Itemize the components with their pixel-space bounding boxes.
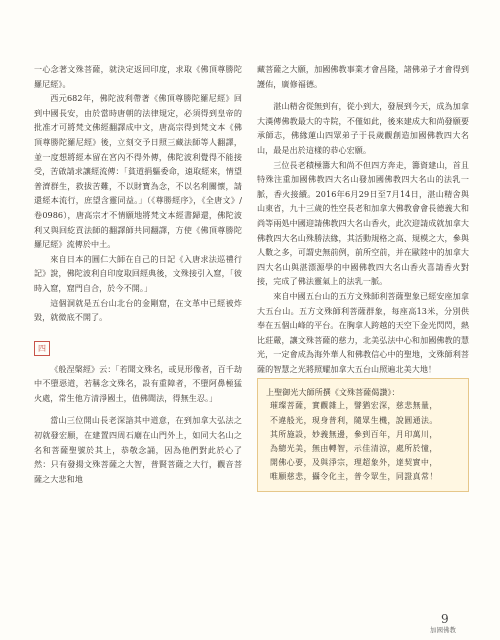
verse-line: 唯願慈悲，攝令化主，普令眾生，同證真常！ — [270, 472, 438, 482]
paragraph: 西元682年，佛陀波利帶著《佛頂尊勝陀羅尼經》回到中國長安，由於當時唐朝的法律規定，必須得到皇帝的批准才可將梵文佛經翻譯成中文，唐高宗得到梵文本《佛頂尊勝陀羅尼經》後，立刻交予日照三藏法師等人翻譯，並一度想將經本留在宮內不得外傳，佛陀波利覺得不能接受，苦啟請求讓經流傳：「貧道捐軀委命，遠取經來，情望普濟群生，救拔苦難，不以財寶為念，不以名利關懷，請還經本流行，庶望含靈同益。」（《尊勝經序》，《全唐文》/卷0986），唐高宗才不情願地將梵文本經書歸還，佛陀波利又與回紇貢法師的翻譯師共同翻譯，方使《佛頂尊勝陀羅尼經》流傳於中土。 — [34, 93, 242, 250]
section-number-badge: 四 — [34, 341, 50, 356]
verse-line: 為總光美，無由轉智，示佳清涼，處所於憧， — [270, 444, 438, 454]
verse-line: 開佛心要，及與淨宗，理超象外，達契實中， — [270, 458, 438, 468]
verse-box — [257, 378, 469, 491]
verse-line: 其所施設，妙義無邊，參到百年，月印萬川， — [270, 429, 438, 439]
verse-line: 不違般光，現身普利，隨眾生機，說圓通法。 — [270, 415, 438, 425]
paragraph: 三位長老積極籌大和尚不但四方奔走，籌資建山，首且特殊注重加國佛教四大名山發加國佛教四大名山的法乳一脈，香火接續。2016年6月29日至7月14日，湛山精舍與山東省，九十三歲的性空長老和加拿大佛教會會長德義大和尚等兩処中國迎請佛教四大名山香火，此次迎請成就加拿大佛教四大名山殊勝法緣，其活動規格之高、規模之大，參與人數之多，可謂史無前例，前所空前，并在歐陸中的加拿大四大名山與湛漂源學的中國佛教四大名山香火喜請香火對接，完成了佛法靈氣上的法乳一脈。 — [257, 159, 469, 287]
section-spacer — [34, 325, 242, 339]
paragraph: 這個洞就是五台山北台的金剛窟，在文革中已經被炸毀，就微底不開了。 — [34, 297, 242, 323]
verse-title: 上聖御光大師所撰《文殊菩薩偈讚》： — [266, 387, 400, 398]
paragraph: 當山三位開山長老深諳其中道意，在到加拿大弘法之初就發宏願，在建置四周石廟在山門外上，如同大名山之名和菩薩聖號於其上，恭敬念誦，因為他們對此於心了然：只有發揚文殊菩薩之大智，普賢菩薩之大行，觀音菩薩之大悲和地 — [34, 415, 242, 484]
right-column — [257, 62, 469, 492]
paragraph-spacer — [257, 91, 469, 99]
verse-line: 璀璨菩薩，實觀雜上，譬猶宏深，慈悲無量， — [270, 401, 438, 411]
paragraph: 《般涅槃經》云：「若聞文殊名，或見形像者，百千劫中不墮惡道，若稱念文殊名，設有重障者，不墮阿鼻極猛火處，常生他方清淨國土，值佛聞法，得無生忍。」 — [34, 363, 242, 403]
paragraph-spacer — [34, 405, 242, 413]
paragraph: 來自日本的圓仁大師在自己的日記《入唐求法巡禮行記》說，佛陀波利自印度取回經典後，文殊接引入窟，「彼時入窟，窟門自合，於今不開。」 — [34, 253, 242, 293]
paragraph: 藏菩薩之大願，加國佛教事業才會昌隆，諸佛弟子才會得到護佑，廣修福德。 — [257, 64, 469, 89]
paragraph: 湛山精舍從無到有，從小到大，發展到今天，成為加拿大漢傳佛教最大的寺院，不僅如此，後來建成大和尚發願要承師志，佛緣蓮山四眾弟子于長歲觀創造加國佛教四大名山，最是出於這樣的恭心宏願。 — [257, 101, 469, 155]
left-column — [34, 62, 242, 486]
paragraph: 來自中國五台山的五方文殊師利菩薩聖象已經安座加拿大五台山。五方文殊師利菩薩群象，每座高13米，分別供奉在五個山峰的平台。在胸拿人跨越的天空下金光閃閃，熱比莊嚴，讓文殊菩薩的慈力，北美弘法中心和加國佛教的慧光，一定會成為海外華人和佛教信心中的聖地，文殊師利菩薩的智慧之光將照耀加拿大五台山照遍北美大地！ — [257, 290, 469, 374]
page-number: 9 — [441, 612, 449, 626]
publication-name: 加國佛教 — [430, 626, 456, 634]
paragraph: 一心念著文殊菩薩，就決定返回印度，求取《佛頂尊勝陀羅尼經》。 — [34, 64, 242, 89]
